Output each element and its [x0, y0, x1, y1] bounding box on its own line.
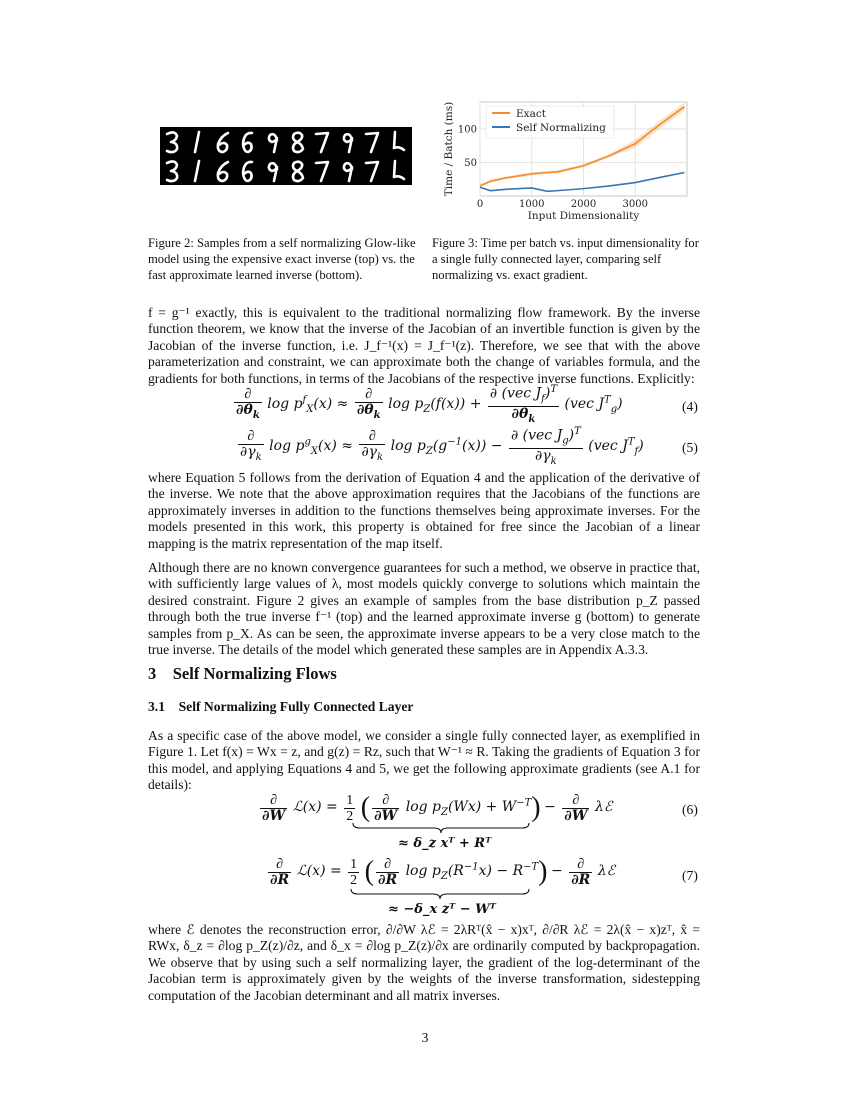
digit-sample-grid	[160, 127, 412, 185]
subsection-title: Self Normalizing Fully Connected Layer	[178, 699, 414, 714]
paragraph-text: Although there are no known convergence guarantees for such a method, we observe in practice that, with sufficiently large values of λ, most models quickly converge to solutions which maintain the desired constraint. Figure 2 gives an example of samples from the base distribution p_Z passed through both the true inverse f⁻¹ (top) and the learned approximate inverse g (bottom) to generate samples from p_X. As can be seen, the approximate inverse appears to be a very close match to the true inverse. The details of the model which generated these samples are in Appendix A.3.3.	[148, 560, 700, 658]
y-tick-label: 50	[464, 157, 477, 169]
x-tick-label: 0	[476, 199, 484, 210]
digit-sample	[243, 162, 252, 181]
paragraph-fc-layer	[148, 728, 700, 794]
figure2-samples	[160, 127, 412, 185]
digit-sample	[195, 132, 199, 152]
equation-5: $\frac{\partial}{\partial\gamma_k}$ $\log p^g_X(x)$ ≈ $\frac{\partial}{\partial\gamma_k}$ $\log p_Z(g^{-1}(x))$ − $\frac{\partial (vec J_g)^T}{\partial\gamma_k}$ (vec $J^T_f$)	[240, 426, 644, 468]
timing-chart	[440, 100, 700, 225]
equation-7-number: (7)	[682, 868, 698, 883]
paragraph-text: where ℰ denotes the reconstruction error, ∂/∂W λℰ = 2λRᵀ(x̂ − x)xᵀ, ∂/∂R λℰ = 2λ(x̂ − x)zᵀ, x̂ = RWx, δ_z = ∂log p_Z(z)/∂z, and δ_x = ∂log p_Z(z)/∂x are ordinarily computed by backpropagation. We observe that by using such a self normalizing layer, the gradient of the log-determinant of the Jacobian term is approximately given by the weights of the inverse transformation, sidestepping computation of the Jacobian determinant and all matrix inverses.	[148, 922, 700, 1003]
paragraph-reconstruction	[148, 922, 700, 1004]
digit-sample	[269, 163, 277, 181]
digit-sample	[366, 162, 378, 181]
digit-sample	[218, 133, 228, 152]
section-heading	[148, 664, 337, 684]
subsection-number: 3.1	[148, 699, 165, 714]
equation-4: $\frac{\partial}{\partial\theta_k}$ $\log p^f_X(x)$ ≈ $\frac{\partial}{\partial\theta_k}$ $\log p_Z(f(x))$ + $\frac{\partial (vec J_f)^T}{\partial\theta_k}$ (vec $J^T_g$)	[236, 384, 623, 426]
equation-6: $\frac{\partial}{\partial W}$ ℒ(x) = $\frac{1}{2}$ ( $\frac{\partial}{\partial W}$ $\log p_Z(Wx) + W^{-T}$) − $\frac{\partial}{\partial W}$ λℰ	[262, 792, 613, 824]
digit-sample	[167, 161, 177, 181]
digit-sample	[218, 162, 228, 181]
digit-sample	[167, 132, 177, 152]
equation-6-approx: ≈ δ_z xᵀ + Rᵀ	[398, 836, 492, 851]
equation-7-approx: ≈ −δ_x zᵀ − Wᵀ	[388, 902, 496, 917]
figure3-caption: Figure 3: Time per batch vs. input dimensionality for a single fully connected layer, comparing self normalizing vs. exact gradient.	[432, 236, 699, 282]
equation-5-number: (5)	[682, 440, 698, 455]
paragraph-inverse-theorem	[148, 305, 700, 387]
paragraph-text: As a specific case of the above model, we consider a single fully connected layer, as exemplified in Figure 1. Let f(x) = Wx = z, and g(z) = Rz, such that W⁻¹ ≈ R. Taking the gradients of Equation 3 for this model, and applying Equations 4 and 5, we get the following approximate gradients (see A.1 for details):	[148, 728, 700, 793]
paragraph-convergence	[148, 560, 700, 658]
section-number: 3	[148, 664, 157, 683]
x-tick-label: 1000	[519, 199, 545, 210]
legend-label: Exact	[516, 108, 546, 120]
equation-7: $\frac{\partial}{\partial R}$ ℒ(x) = $\frac{1}{2}$ ( $\frac{\partial}{\partial R}$ $\log p_Z(R^{-1}x) - R^{-T}$) − $\frac{\partial}{\partial R}$ λℰ	[270, 856, 616, 888]
y-tick-label: 100	[457, 124, 477, 136]
digit-sample	[344, 134, 352, 152]
digit-sample	[316, 162, 328, 181]
x-tick-label: 2000	[570, 199, 597, 210]
x-axis-label: Input Dimensionality	[527, 210, 640, 222]
page-number: 3	[421, 1030, 429, 1045]
paragraph-text: f = g⁻¹ exactly, this is equivalent to the traditional normalizing flow framework. By the inverse function theorem, we know that the inverse of the Jacobian of an invertible function is given by the Jacobian of the inverse function, i.e. J_f⁻¹(x) = J_f⁻¹(z). Therefore, we see that with the above parameterization and constraint, we can approximate both the change of variables formula, and the gradients for both functions, in terms of the Jacobians of the respective inverse functions. Explicitly:	[148, 305, 700, 386]
equation-4-number: (4)	[682, 399, 698, 414]
x-tick-label: 3000	[622, 199, 648, 210]
legend-label: Self Normalizing	[516, 122, 606, 134]
digit-sample	[243, 133, 252, 152]
digit-sample	[293, 162, 303, 181]
equation-6-number: (6)	[682, 802, 698, 817]
subsection-heading	[148, 699, 413, 715]
y-axis-label: Time / Batch (ms)	[443, 101, 455, 197]
digit-sample	[366, 133, 378, 152]
paragraph-text: where Equation 5 follows from the derivation of Equation 4 and the application of the derivative of the inverse. We note that the above approximation requires that the Jacobians of the functions are approximately inverses in addition to the functions themselves being approximate inverses. For the models presented in this work, this property is obtained for free since the Jacobian of a linear mapping is the matrix representation of the map itself.	[148, 470, 700, 551]
digit-sample	[195, 161, 199, 181]
digit-sample	[293, 133, 303, 152]
digit-sample	[269, 134, 277, 152]
equation-7-underbrace	[350, 888, 530, 900]
figure2-caption: Figure 2: Samples from a self normalizing Glow-like model using the expensive exact inverse (top) vs. the fast approximate learned inverse (bottom).	[148, 236, 416, 282]
digit-sample	[394, 161, 404, 179]
paragraph-derivation	[148, 470, 700, 552]
digit-sample	[394, 132, 404, 150]
equation-6-underbrace	[352, 822, 530, 834]
digit-sample	[316, 133, 328, 152]
digit-sample	[344, 163, 352, 181]
figure3-chart	[440, 100, 700, 225]
section-title: Self Normalizing Flows	[172, 664, 337, 683]
